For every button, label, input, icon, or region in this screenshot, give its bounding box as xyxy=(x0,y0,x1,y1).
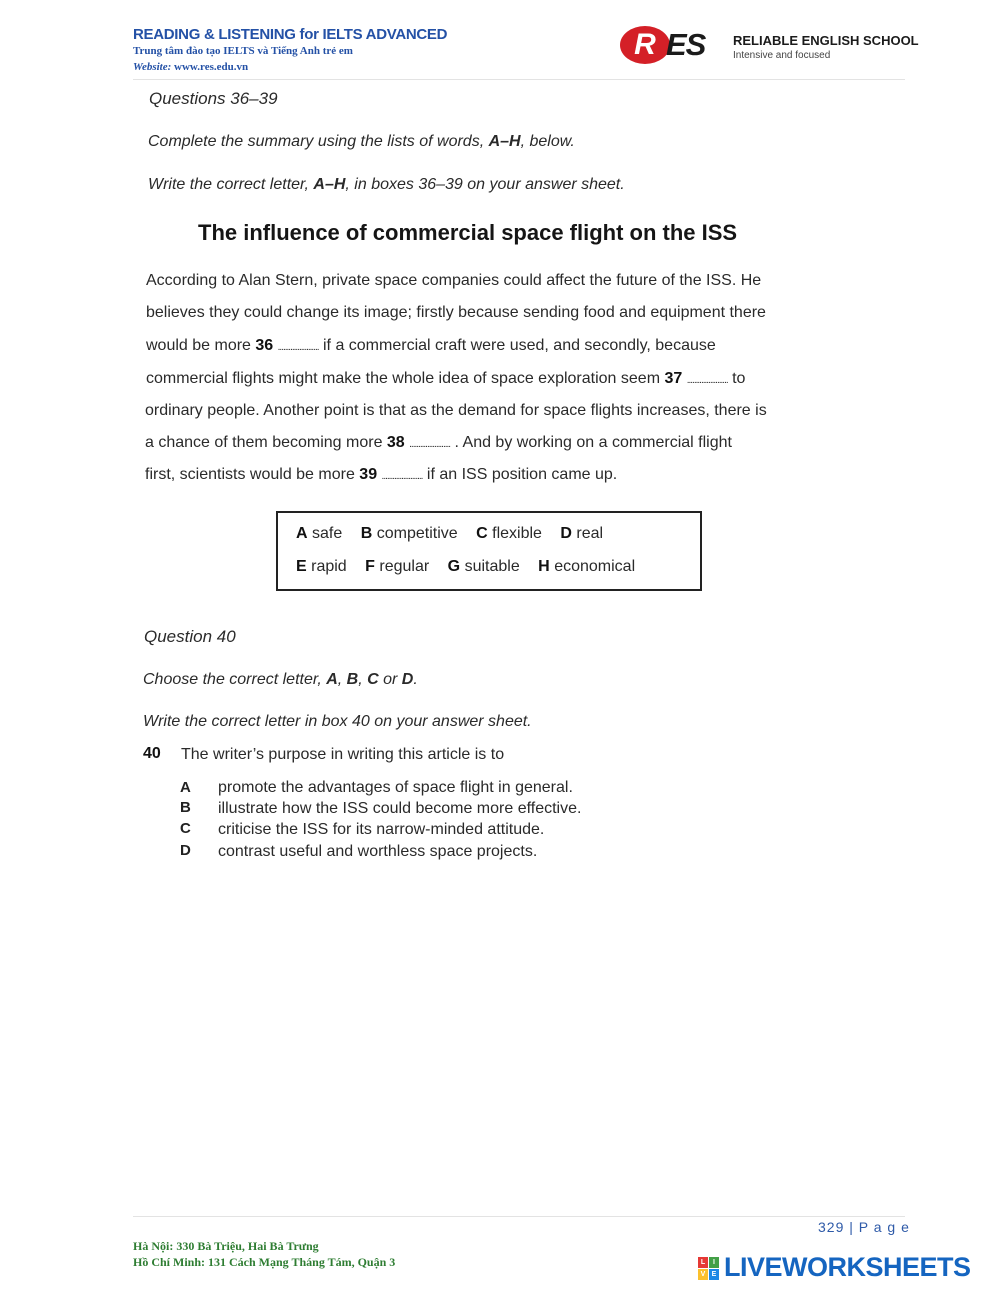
summary-text: to xyxy=(727,370,746,387)
lw-cell-l: L xyxy=(698,1257,708,1268)
logo-es: ES xyxy=(666,27,706,62)
answer-gap-38[interactable]: ....................... xyxy=(409,439,451,450)
letter-c: C xyxy=(367,671,379,688)
word-text: flexible xyxy=(492,525,542,542)
summary-line-7 xyxy=(145,466,617,484)
answer-gap-37[interactable]: ....................... xyxy=(686,375,728,386)
summary-text: a chance of them becoming more xyxy=(145,434,387,451)
word-list-box xyxy=(276,511,702,591)
letter-a: A xyxy=(326,671,338,688)
word-text: safe xyxy=(312,525,343,542)
word-letter: B xyxy=(360,525,373,542)
question-40-heading: Question 40 xyxy=(144,627,236,646)
liveworksheets-brand: LIVEWORKSHEETS xyxy=(724,1252,971,1282)
word-list-row-2 xyxy=(296,558,635,576)
word-letter: C xyxy=(476,525,488,542)
word-option-b xyxy=(361,525,458,542)
word-text: competitive xyxy=(376,525,458,542)
gap-number-39: 39 xyxy=(359,466,378,483)
summary-text: . And by working on a commercial flight xyxy=(450,434,732,451)
instruction-write-box-40: Write the correct letter in box 40 on your answer sheet. xyxy=(143,713,532,730)
instruction-text: , in boxes 36–39 on your answer sheet. xyxy=(345,176,625,193)
instruction-text: . xyxy=(413,671,418,688)
option-a-text[interactable]: promote the advantages of space flight in general. xyxy=(218,779,573,796)
header-subtitle: Trung tâm đào tạo IELTS và Tiếng Anh trẻ em xyxy=(133,45,353,57)
website-label: Website: xyxy=(133,61,172,73)
word-letter: D xyxy=(560,525,572,542)
word-option-f xyxy=(365,558,429,575)
address-hcm: Hồ Chí Minh: 131 Cách Mạng Tháng Tám, Quận 3 xyxy=(133,1255,396,1269)
letter-d: D xyxy=(401,671,414,688)
header-website xyxy=(133,61,248,73)
summary-line-5: ordinary people. Another point is that as the demand for space flights increases, there is xyxy=(145,402,767,419)
word-text: suitable xyxy=(464,558,520,575)
instruction-range: A–H xyxy=(313,176,346,193)
summary-line-1: According to Alan Stern, private space companies could affect the future of the ISS. He xyxy=(146,272,762,289)
question-40-number: 40 xyxy=(143,745,161,762)
summary-text: first, scientists would be more xyxy=(145,466,360,483)
word-letter: A xyxy=(296,525,308,542)
page-number: 329 | P a g e xyxy=(818,1219,910,1235)
word-option-d xyxy=(560,525,603,542)
summary-line-3 xyxy=(146,337,716,355)
option-d-letter[interactable]: D xyxy=(180,842,191,859)
summary-text: if an ISS position came up. xyxy=(422,466,618,483)
summary-line-6 xyxy=(145,434,732,452)
letter-b: B xyxy=(346,671,359,688)
website-url: www.res.edu.vn xyxy=(174,61,249,73)
liveworksheets-icon xyxy=(698,1257,720,1281)
word-list-row-1 xyxy=(296,525,603,543)
school-tagline: Intensive and focused xyxy=(733,50,831,61)
res-logo xyxy=(620,26,919,70)
answer-gap-39[interactable]: ....................... xyxy=(381,471,423,482)
word-letter: E xyxy=(296,558,307,575)
gap-number-37: 37 xyxy=(664,370,683,387)
summary-text: if a commercial craft were used, and secondly, because xyxy=(318,337,716,354)
option-c-letter[interactable]: C xyxy=(180,820,191,837)
word-letter: G xyxy=(447,558,461,575)
word-letter: F xyxy=(365,558,375,575)
word-text: regular xyxy=(379,558,430,575)
word-option-g xyxy=(448,558,520,575)
summary-text: would be more xyxy=(146,337,256,354)
word-option-c xyxy=(476,525,542,542)
option-a-letter[interactable]: A xyxy=(180,779,191,796)
summary-title: The influence of commercial space flight on the ISS xyxy=(198,220,738,245)
instruction-range: A–H xyxy=(488,133,521,150)
questions-36-39-heading: Questions 36–39 xyxy=(149,89,278,108)
word-letter: H xyxy=(538,558,550,575)
summary-text: commercial flights might make the whole idea of space exploration seem xyxy=(146,370,665,387)
option-b-text[interactable]: illustrate how the ISS could become more effective. xyxy=(218,800,582,817)
header-divider xyxy=(133,79,905,80)
instruction-text: , below. xyxy=(520,133,575,150)
instruction-text: Choose the correct letter, xyxy=(143,671,327,688)
question-40-text: The writer’s purpose in writing this article is to xyxy=(181,746,505,763)
instruction-text: or xyxy=(378,671,402,688)
gap-number-38: 38 xyxy=(386,434,405,451)
instruction-write-letter xyxy=(148,176,625,194)
word-text: real xyxy=(576,525,604,542)
word-text: rapid xyxy=(311,558,347,575)
option-c-text[interactable]: criticise the ISS for its narrow-minded attitude. xyxy=(218,821,545,838)
summary-line-4 xyxy=(146,370,745,388)
address-hanoi: Hà Nội: 330 Bà Triệu, Hai Bà Trưng xyxy=(133,1239,319,1253)
answer-gap-36[interactable]: ....................... xyxy=(277,342,319,353)
instruction-complete-summary xyxy=(148,133,575,151)
word-text: economical xyxy=(554,558,636,575)
lw-cell-i: I xyxy=(709,1257,719,1268)
header-title: READING & LISTENING for IELTS ADVANCED xyxy=(133,26,448,43)
instruction-choose-letter: Choose the correct letter, A, B, C or D. xyxy=(143,671,418,688)
instruction-text: Complete the summary using the lists of words, xyxy=(148,133,489,150)
word-option-a xyxy=(296,525,342,542)
option-b-letter[interactable]: B xyxy=(180,799,191,816)
option-d-text[interactable]: contrast useful and worthless space projects. xyxy=(218,843,538,860)
word-option-h xyxy=(538,558,635,575)
summary-line-2: believes they could change its image; firstly because sending food and equipment there xyxy=(146,304,766,321)
logo-r-icon: R xyxy=(620,26,670,64)
lw-cell-e: E xyxy=(709,1269,719,1280)
instruction-text: Write the correct letter, xyxy=(148,176,314,193)
gap-number-36: 36 xyxy=(255,337,274,354)
footer-divider xyxy=(133,1216,905,1217)
school-name: RELIABLE ENGLISH SCHOOL xyxy=(733,33,919,48)
lw-cell-v: V xyxy=(698,1269,708,1280)
word-option-e xyxy=(296,558,347,575)
